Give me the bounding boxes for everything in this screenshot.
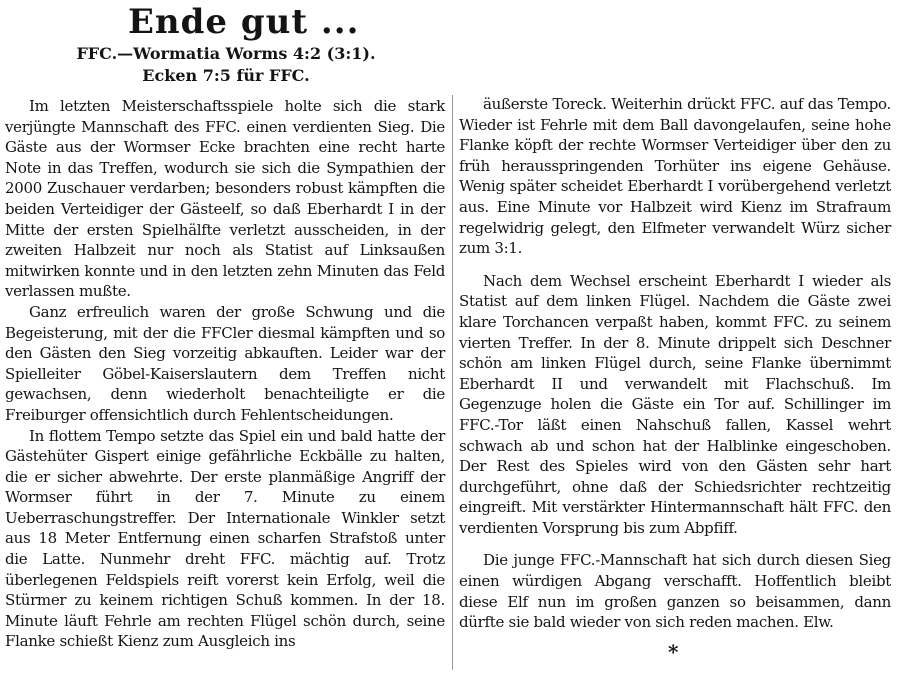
column-divider: [452, 95, 453, 670]
end-mark: *: [668, 640, 679, 664]
paragraph: äußerste Toreck. Weiterhin drückt FFC. auf das Tempo. Wieder ist Fehrle mit dem Ball davongelaufen, seine hohe Flanke köpft der rechte Wormser Verteidiger über den zu früh herausspringenden Torhüter ins eigene Gehäuse. Wenig später scheidet Eberhardt I vorübergehend verletzt aus. Eine Minute vor Halbzeit wird Kienz im Strafraum regelwidrig gelegt, den Elfmeter verwandelt Würz sicher zum 3:1.: [459, 95, 891, 258]
match-result: FFC.—Wormatia Worms 4:2 (3:1).: [76, 44, 376, 63]
paragraph: Nach dem Wechsel erscheint Eberhardt I wieder als Statist auf dem linken Flügel. Nachdem die Gäste zwei klare Torchancen verpaßt haben, kommt FFC. zu seinem vierten Treffer. In der 8. Minute drippelt sich Deschner schön am linken Flügel durch, seine Flanke übernimmt Eberhardt II und verwandelt mit Flachschuß. Im Gegenzuge holen die Gäste ein Tor auf. Schillinger im FFC.-Tor läßt einen Nahschuß fallen, Kassel wehrt schwach ab und schon hat der Halblinke eingeschoben. Der Rest des Spieles wird von den Gästen sehr hart durchgeführt, ohne daß der Schiedsrichter rechtzeitig eingreift. Mit verstärkter Hintermannschaft hält FFC. den verdienten Vorsprung bis zum Abpfiff.: [459, 271, 891, 537]
left-column: [5, 96, 445, 652]
paragraph: Im letzten Meisterschaftsspiele holte sich die stark verjüngte Mannschaft des FFC. einen verdienten Sieg. Die Gäste aus der Wormser Ecke brachten eine recht harte Note in das Treffen, wodurch sie sich die Sympathien der 2000 Zuschauer verdarben; besonders robust kämpften die beiden Verteidiger der Gästeelf, so daß Eberhardt I in der Mitte der ersten Spielhälfte verletzt ausscheiden, in der zweiten Halbzeit nur noch als Statist auf Linksaußen mitwirken konnte und in den letzten zehn Minuten das Feld verlassen mußte.: [5, 97, 445, 301]
paragraph: Ganz erfreulich waren der große Schwung und die Begeisterung, mit der die FFCler diesmal kämpften und so den Gästen den Sieg vorzeitig abkauften. Leider war der Spielleiter Göbel-Kaiserslautern dem Treffen nicht gewachsen, denn wiederholt benachteiligte er die Freiburger offensichtlich durch Fehlentscheidungen.: [5, 302, 445, 424]
corner-count: Ecken 7:5 für FFC.: [142, 66, 310, 85]
paragraph: Die junge FFC.-Mannschaft hat sich durch diesen Sieg einen würdigen Abgang verschafft. Hoffentlich bleibt diese Elf nun im großen ganzen so beisammen, dann dürfte sie bald wieder von sich reden machen. Elw.: [459, 551, 891, 632]
headline: Ende gut ...: [128, 2, 360, 42]
right-column: [459, 94, 891, 633]
paragraph: In flottem Tempo setzte das Spiel ein und bald hatte der Gästehüter Gispert einige gefährliche Eckbälle zu halten, die er sicher abwehrte. Der erste planmäßige Angriff der Wormser führt in der 7. Minute zu einem Ueberraschungstreffer. Der Internationale Winkler setzt aus 18 Meter Entfernung einen scharfen Strafstoß unter die Latte. Nunmehr dreht FFC. mächtig auf. Trotz überlegenen Feldspiels reift vorerst kein Erfolg, weil die Stürmer zu keinem richtigen Schuß kommen. In der 18. Minute läuft Fehrle am rechten Flügel schön durch, seine Flanke schießt Kienz zum Ausgleich ins: [5, 426, 445, 651]
